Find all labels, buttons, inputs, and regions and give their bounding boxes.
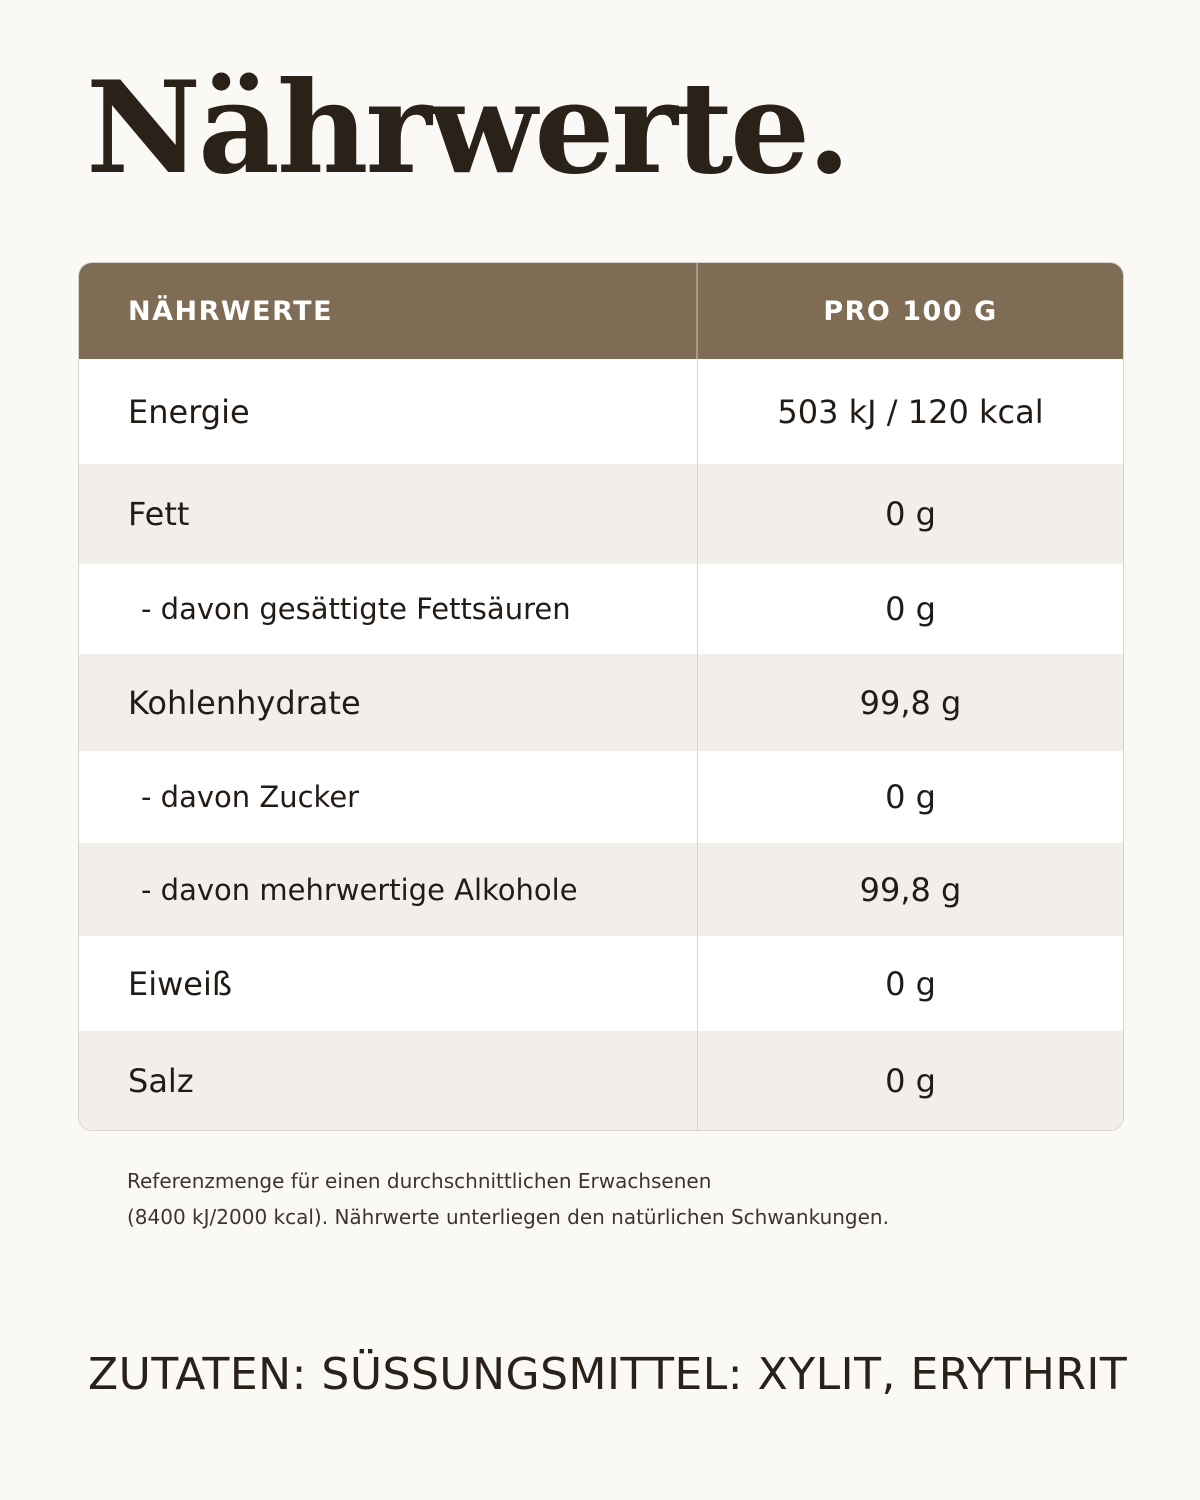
row-label-kohlenhydrate: Kohlenhydrate: [79, 654, 698, 751]
row-value-zucker: 0 g: [885, 778, 936, 816]
ingredients-text: ZUTATEN: SÜSSUNGSMITTEL: XYLIT, ERYTHRIT: [88, 1349, 1128, 1400]
header-nutrient: NÄHRWERTE: [79, 263, 698, 359]
row-label-salz: Salz: [79, 1031, 698, 1130]
row-value-fett: 0 g: [885, 495, 936, 533]
row-label-energie: Energie: [79, 359, 698, 464]
row-value-mehrwertige-alkohole: 99,8 g: [859, 870, 962, 909]
table-row: [79, 1031, 1123, 1130]
row-label-eiweiss: Eiweiß: [79, 936, 698, 1031]
row-value-kohlenhydrate: 99,8 g: [859, 683, 962, 722]
table-row: [79, 936, 1123, 1031]
row-label-gesaettigte-fettsaeuren: - davon gesättigte Fettsäuren: [79, 564, 698, 654]
table-row: [79, 464, 1123, 564]
row-value-salz: 0 g: [885, 1061, 936, 1100]
table-row: [79, 564, 1123, 654]
table-row: [79, 654, 1123, 751]
nutrition-table: [78, 262, 1124, 1131]
table-row: [79, 843, 1123, 936]
row-value-energie: 503 kJ / 120 kcal: [777, 392, 1044, 431]
footnote-line-2: (8400 kJ/2000 kcal). Nährwerte unterliegen den natürlichen Schwankungen.: [127, 1205, 889, 1229]
row-value-gesaettigte-fettsaeuren: 0 g: [885, 590, 936, 628]
table-row: [79, 751, 1123, 843]
row-label-zucker: - davon Zucker: [79, 751, 698, 843]
footnote: [127, 1163, 889, 1235]
row-label-mehrwertige-alkohole: - davon mehrwertige Alkohole: [79, 843, 698, 936]
row-label-fett: Fett: [79, 464, 698, 564]
footnote-line-1: Referenzmenge für einen durchschnittlichen Erwachsenen: [127, 1169, 712, 1193]
row-value-eiweiss: 0 g: [885, 964, 936, 1003]
table-header: [79, 263, 1123, 359]
page-title: Nährwerte.: [86, 54, 849, 202]
header-per-100g: PRO 100 G: [823, 295, 998, 327]
table-row: [79, 359, 1123, 464]
